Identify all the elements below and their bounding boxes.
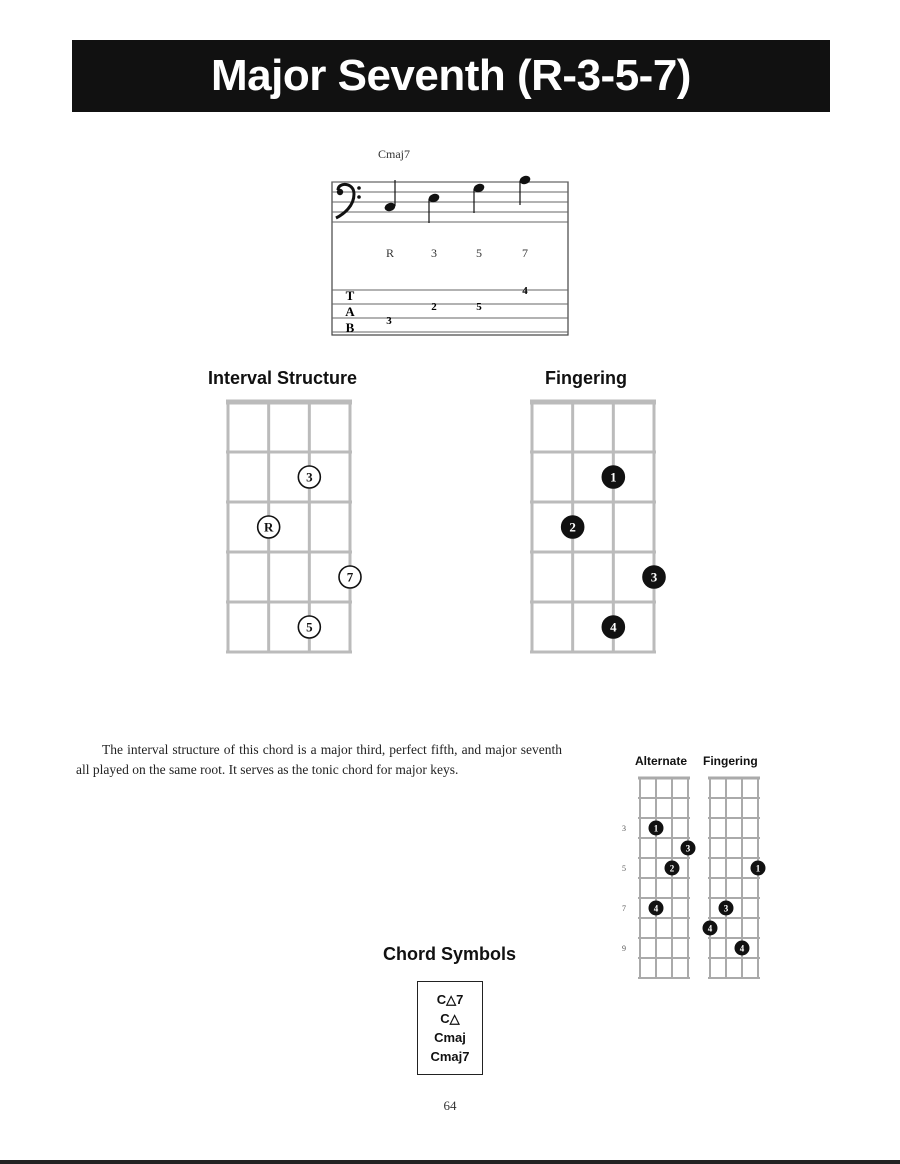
fret-marker-label: 5	[622, 864, 626, 873]
chord-symbol: C△7	[436, 992, 464, 1007]
alternate-finger-dot	[719, 901, 734, 916]
notation-staff	[320, 140, 580, 340]
note-b	[518, 174, 531, 205]
interval-structure-diagram	[218, 396, 364, 662]
tab-letter: B	[345, 320, 355, 335]
tab-lines	[332, 290, 568, 332]
finger-marker	[602, 616, 624, 638]
interval-marker	[298, 616, 320, 638]
fretboard-grid	[530, 402, 656, 652]
fret-marker-label: 9	[622, 944, 626, 953]
finger-marker	[643, 566, 665, 588]
dot-label: 2	[669, 863, 675, 874]
alternate-finger-dot	[703, 921, 718, 936]
alternate-finger-dot	[649, 901, 664, 916]
marker-label: 1	[610, 469, 617, 485]
alternate-finger-dot	[649, 821, 664, 836]
chord-name: Cmaj7	[378, 147, 410, 161]
alternate-heading: Alternate	[635, 754, 688, 768]
bass-clef-icon	[336, 184, 361, 218]
alternate-finger-dot	[735, 941, 750, 956]
alternate-finger-dot	[665, 861, 680, 876]
notation-frame	[332, 182, 568, 335]
alternate-finger-dot	[681, 841, 696, 856]
marker-label: R	[263, 519, 274, 535]
fingering-diagram	[522, 396, 668, 662]
alternate-right-grid	[708, 778, 760, 978]
interval-label: R	[385, 246, 395, 260]
fret-marker-label: 7	[622, 904, 626, 913]
chord-symbol: C△	[440, 1011, 460, 1026]
tab-letter: A	[345, 304, 355, 319]
alternate-fingering-heading: Fingering	[703, 754, 758, 768]
tab-number: 2	[431, 301, 437, 313]
alternate-fingering-diagrams	[612, 772, 772, 984]
chord-symbols-box	[417, 981, 483, 1075]
dot-label: 4	[739, 943, 745, 954]
fingering-heading: Fingering	[545, 368, 627, 388]
fretboard-grid	[226, 402, 352, 652]
alternate-left-grid	[638, 778, 690, 978]
bottom-rule	[0, 1160, 900, 1164]
tab-number: 3	[386, 315, 392, 327]
marker-label: 3	[306, 469, 313, 485]
interval-label: 5	[476, 246, 482, 260]
alternate-right-dots	[703, 861, 766, 956]
interval-marker	[298, 466, 320, 488]
dot-label: 4	[653, 903, 659, 914]
dot-label: 1	[653, 823, 659, 834]
note-e	[427, 192, 440, 223]
dot-label: 1	[755, 863, 761, 874]
finger-marker	[562, 516, 584, 538]
page-title: Major Seventh (R-3-5-7)	[72, 40, 830, 112]
marker-label: 2	[569, 519, 576, 535]
description-paragraph: The interval structure of this chord is a major third, perfect fifth, and major seventh all played on the same root. It serves as the tonic chord for major keys.	[76, 742, 562, 777]
note-c	[383, 180, 396, 213]
interval-structure-heading: Interval Structure	[208, 368, 358, 388]
marker-label: 4	[610, 619, 617, 635]
fret-position-markers	[622, 824, 626, 953]
dot-label: 4	[707, 923, 713, 934]
marker-label: 5	[306, 619, 313, 635]
tab-letter: T	[345, 288, 355, 303]
finger-marker	[602, 466, 624, 488]
interval-marker	[258, 516, 280, 538]
fret-marker-label: 3	[622, 824, 626, 833]
interval-marker	[339, 566, 361, 588]
tab-number: 5	[476, 301, 482, 313]
marker-label: 3	[650, 569, 658, 585]
page-number: 64	[443, 1098, 457, 1113]
tab-number: 4	[522, 285, 528, 297]
interval-label: 3	[431, 246, 437, 260]
dot-label: 3	[723, 903, 729, 914]
note-g	[472, 182, 485, 213]
chord-symbols-heading: Chord Symbols	[383, 944, 517, 964]
dot-label: 3	[685, 843, 691, 854]
interval-label: 7	[522, 246, 528, 260]
chord-symbol: Cmaj	[434, 1030, 466, 1045]
alternate-finger-dot	[751, 861, 766, 876]
staff-lines	[332, 182, 568, 222]
marker-label: 7	[346, 569, 354, 585]
chord-symbol: Cmaj7	[430, 1049, 470, 1064]
